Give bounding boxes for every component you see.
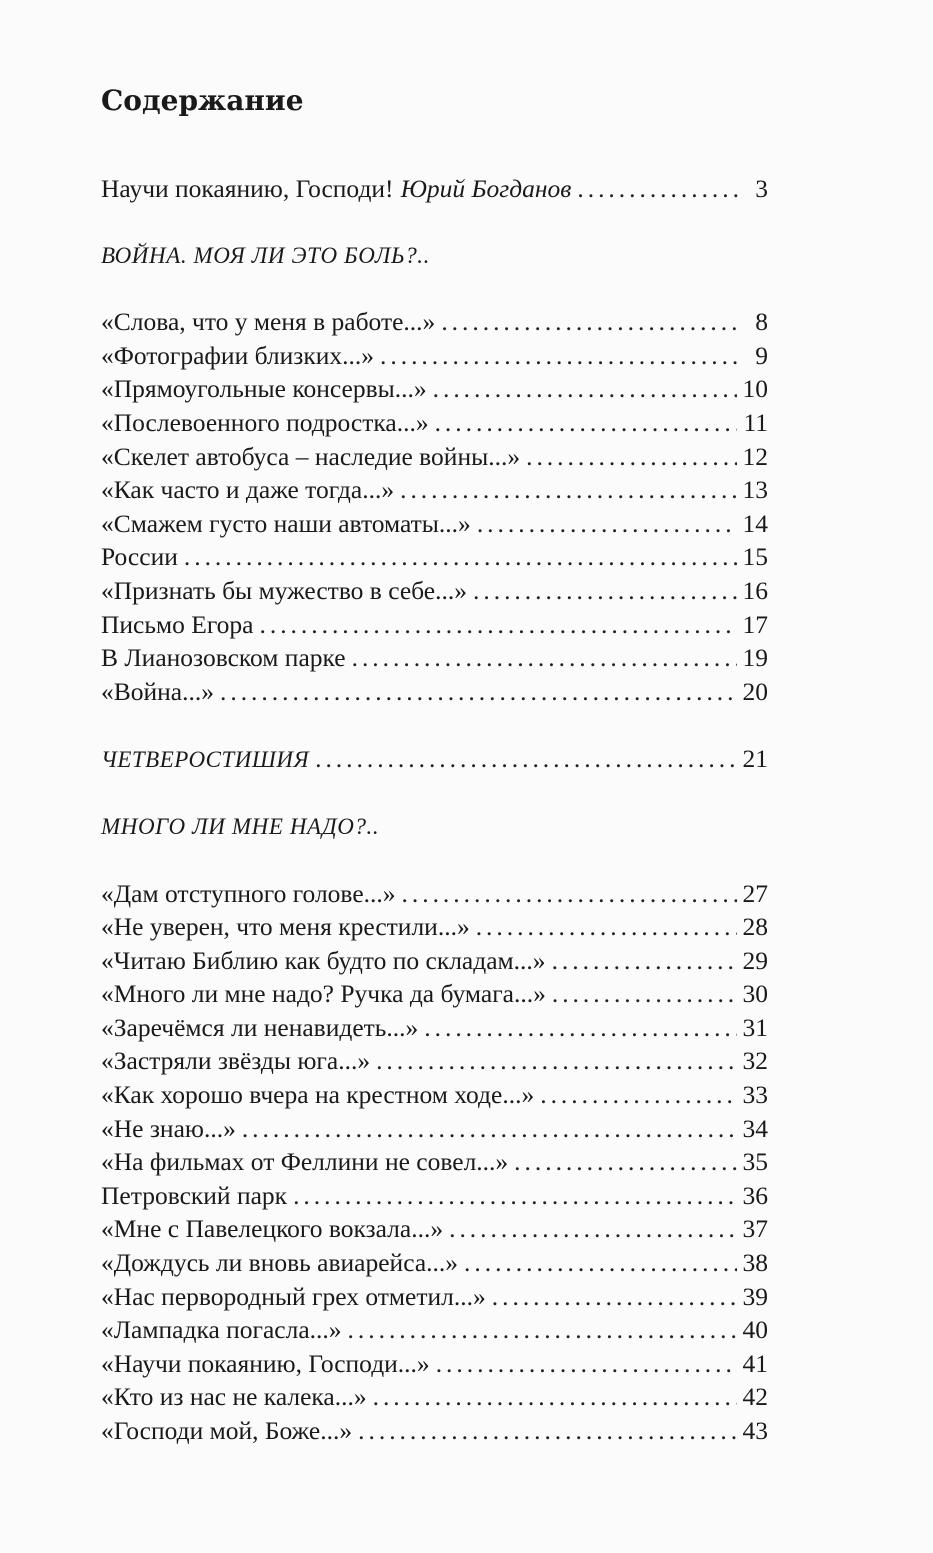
entry-page-number: 40 bbox=[742, 1315, 768, 1345]
entry-title: «Читаю Библию как будто по складам...» bbox=[101, 945, 546, 975]
entry-title: Письмо Егора bbox=[101, 609, 254, 639]
entry-title: «Смажем густо наши автоматы...» bbox=[101, 508, 471, 538]
dot-leader bbox=[473, 574, 736, 608]
dot-leader bbox=[352, 641, 737, 675]
toc-entry[interactable] bbox=[101, 1078, 768, 1112]
toc-entry[interactable] bbox=[101, 1313, 768, 1347]
section-heading-war: ВОЙНА. МОЯ ЛИ ЭТО БОЛЬ?.. bbox=[101, 242, 431, 268]
toc-entry[interactable] bbox=[101, 1212, 768, 1246]
dot-leader bbox=[402, 877, 737, 911]
toc-entry[interactable] bbox=[101, 675, 768, 709]
entry-page-number: 14 bbox=[742, 508, 768, 538]
entry-title: «Господи мой, Боже...» bbox=[101, 1416, 353, 1445]
toc-entry[interactable] bbox=[101, 641, 768, 675]
entry-page-number: 10 bbox=[742, 374, 768, 404]
dot-leader bbox=[220, 675, 737, 709]
dot-leader bbox=[400, 473, 736, 507]
dot-leader bbox=[242, 1112, 737, 1146]
entry-title: «Признать бы мужество в себе...» bbox=[101, 575, 468, 605]
toc-entry[interactable] bbox=[101, 1145, 768, 1179]
entry-page-number: 37 bbox=[742, 1214, 768, 1244]
entry-page-number: 42 bbox=[742, 1382, 768, 1412]
toc-entry-quatrains[interactable] bbox=[101, 742, 768, 776]
entry-title: «Дождусь ли вновь авиарейса...» bbox=[101, 1248, 459, 1278]
entry-page-number: 39 bbox=[742, 1281, 768, 1311]
dot-leader bbox=[184, 540, 737, 574]
entry-title: «Скелет автобуса – наследие войны...» bbox=[101, 441, 521, 471]
entry-title: «Прямоугольные консервы...» bbox=[101, 374, 427, 404]
entry-page-number: 41 bbox=[742, 1348, 768, 1378]
dot-leader bbox=[492, 1280, 737, 1314]
toc-entry[interactable] bbox=[101, 1044, 768, 1078]
toc-entry[interactable] bbox=[101, 473, 768, 507]
toc-entry-intro[interactable] bbox=[101, 172, 768, 206]
entry-page-number: 31 bbox=[742, 1012, 768, 1042]
entry-title: «Мне с Павелецкого вокзала...» bbox=[101, 1214, 444, 1244]
entry-title: В Лианозовском парке bbox=[101, 643, 346, 673]
entry-author: Юрий Богданов bbox=[400, 174, 572, 203]
entry-title: «Научи покаянию, Господи...» bbox=[101, 1348, 430, 1378]
toc-entry[interactable] bbox=[101, 977, 768, 1011]
dot-leader bbox=[315, 742, 736, 776]
entry-page-number: 19 bbox=[742, 643, 768, 673]
entry-page-number: 11 bbox=[743, 407, 768, 437]
entry-page-number: 21 bbox=[742, 744, 768, 774]
entry-title: «Лампадка погасла...» bbox=[101, 1315, 342, 1345]
entry-title: «Как хорошо вчера на крестном ходе...» bbox=[101, 1080, 535, 1110]
dot-leader bbox=[540, 1078, 736, 1112]
toc-entry[interactable] bbox=[101, 574, 768, 608]
entry-page-number: 38 bbox=[742, 1248, 768, 1278]
toc-entry[interactable] bbox=[101, 540, 768, 574]
entry-page-number: 36 bbox=[742, 1180, 768, 1210]
entry-title: «Дам отступного голове...» bbox=[101, 878, 396, 908]
entry-page-number: 43 bbox=[742, 1416, 768, 1445]
entry-page-number: 27 bbox=[742, 878, 768, 908]
toc-entry[interactable] bbox=[101, 1246, 768, 1280]
entry-title: «Не уверен, что меня крестили...» bbox=[101, 912, 470, 942]
dot-leader bbox=[476, 910, 737, 944]
entry-title: «Застряли звёзды юга...» bbox=[101, 1046, 371, 1076]
toc-entry[interactable] bbox=[101, 339, 768, 373]
entry-title: «Слова, что у меня в работе...» bbox=[101, 307, 436, 337]
dot-leader bbox=[552, 944, 737, 978]
entry-page-number: 8 bbox=[755, 307, 768, 337]
entry-page-number: 13 bbox=[742, 475, 768, 505]
section-heading-quatrains: ЧЕТВЕРОСТИШИЯ bbox=[101, 747, 310, 773]
section-list-war bbox=[101, 305, 768, 708]
entry-title: «На фильмах от Феллини не совел...» bbox=[101, 1147, 509, 1177]
entry-page-number: 29 bbox=[742, 945, 768, 975]
page-title: Содержание bbox=[101, 84, 304, 117]
entry-page-number: 16 bbox=[742, 575, 768, 605]
entry-page-number: 35 bbox=[742, 1147, 768, 1177]
entry-page-number: 12 bbox=[742, 441, 768, 471]
toc-entry[interactable] bbox=[101, 910, 768, 944]
dot-leader bbox=[477, 507, 737, 541]
dot-leader bbox=[260, 608, 737, 642]
entry-title: России bbox=[101, 542, 178, 572]
dot-leader bbox=[433, 372, 737, 406]
toc-entry[interactable] bbox=[101, 944, 768, 978]
entry-page-number: 20 bbox=[742, 676, 768, 706]
dot-leader bbox=[449, 1212, 736, 1246]
toc-entry[interactable] bbox=[101, 1414, 768, 1448]
toc-entry[interactable] bbox=[101, 507, 768, 541]
toc-entry[interactable] bbox=[101, 877, 768, 911]
dot-leader bbox=[526, 440, 736, 474]
entry-page-number: 30 bbox=[742, 979, 768, 1009]
entry-title: Научи покаянию, Господи! bbox=[101, 174, 394, 203]
entry-page-number: 15 bbox=[742, 542, 768, 572]
dot-leader bbox=[435, 406, 738, 440]
dot-leader bbox=[514, 1145, 736, 1179]
table-of-contents bbox=[101, 172, 768, 1448]
toc-entry[interactable] bbox=[101, 608, 768, 642]
entry-page-number: 33 bbox=[742, 1080, 768, 1110]
entry-page-number: 3 bbox=[755, 174, 768, 203]
dot-leader bbox=[380, 339, 742, 373]
dot-leader bbox=[436, 1347, 737, 1381]
entry-title: «Война...» bbox=[101, 676, 214, 706]
toc-entry[interactable] bbox=[101, 1380, 768, 1414]
entry-title: «Кто из нас не калека...» bbox=[101, 1382, 367, 1412]
toc-entry[interactable] bbox=[101, 1347, 768, 1381]
entry-page-number: 9 bbox=[755, 340, 768, 370]
dot-leader bbox=[358, 1414, 736, 1448]
section-list-how-much bbox=[101, 877, 768, 1448]
dot-leader bbox=[577, 172, 742, 206]
toc-entry[interactable] bbox=[101, 1112, 768, 1146]
entry-title: «Заречёмся ли ненавидеть...» bbox=[101, 1012, 419, 1042]
entry-title: «Не знаю...» bbox=[101, 1113, 236, 1143]
dot-leader bbox=[376, 1044, 736, 1078]
entry-title: «Фотографии близких...» bbox=[101, 340, 375, 370]
dot-leader bbox=[552, 977, 737, 1011]
toc-entry[interactable] bbox=[101, 440, 768, 474]
entry-page-number: 28 bbox=[742, 912, 768, 942]
toc-entry[interactable] bbox=[101, 1011, 768, 1045]
entry-title: Петровский парк bbox=[101, 1180, 288, 1210]
entry-title: «Нас первородный грех отметил...» bbox=[101, 1281, 486, 1311]
section-heading-how-much: МНОГО ЛИ МНЕ НАДО?.. bbox=[101, 813, 380, 839]
entry-title: «Много ли мне надо? Ручка да бумага...» bbox=[101, 979, 546, 1009]
entry-title: «Как часто и даже тогда...» bbox=[101, 475, 395, 505]
dot-leader bbox=[348, 1313, 737, 1347]
dot-leader bbox=[373, 1380, 737, 1414]
toc-entry[interactable] bbox=[101, 372, 768, 406]
entry-page-number: 17 bbox=[742, 609, 768, 639]
entry-page-number: 34 bbox=[742, 1113, 768, 1143]
dot-leader bbox=[424, 1011, 736, 1045]
toc-entry[interactable] bbox=[101, 406, 768, 440]
dot-leader bbox=[464, 1246, 736, 1280]
toc-entry[interactable] bbox=[101, 1179, 768, 1213]
dot-leader bbox=[441, 305, 742, 339]
dot-leader bbox=[293, 1179, 736, 1213]
toc-entry[interactable] bbox=[101, 1280, 768, 1314]
toc-entry[interactable] bbox=[101, 305, 768, 339]
entry-title: «Послевоенного подростка...» bbox=[101, 407, 429, 437]
entry-page-number: 32 bbox=[742, 1046, 768, 1076]
